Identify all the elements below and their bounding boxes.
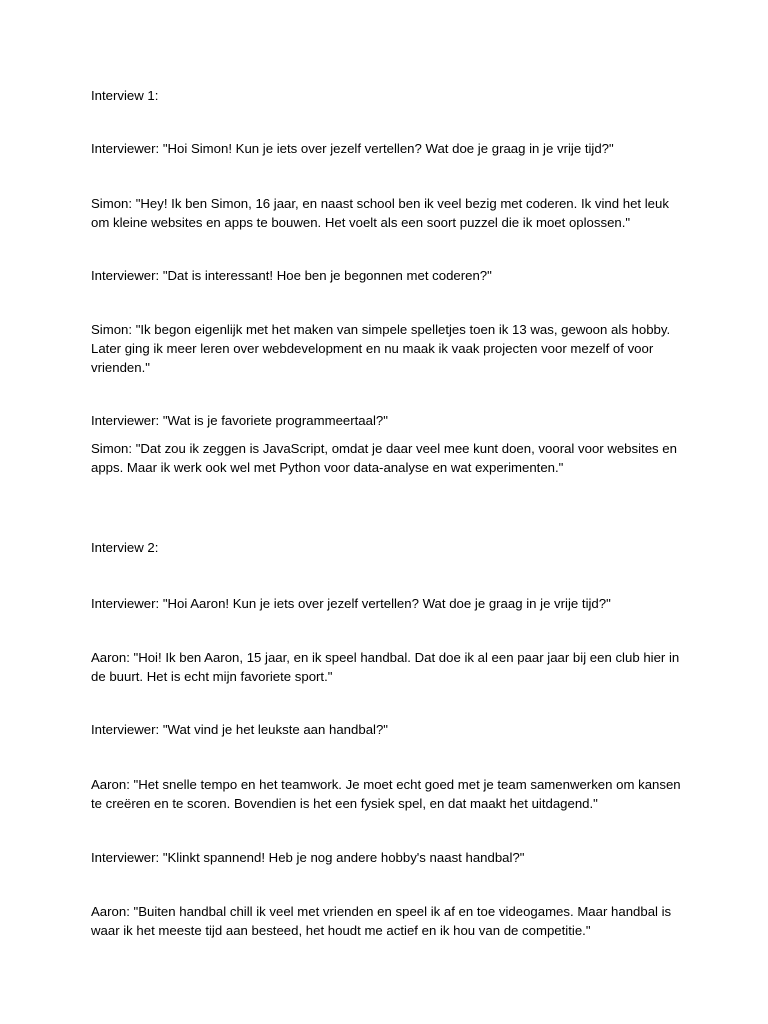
interview-2-answer-2: Aaron: "Het snelle tempo en het teamwork. Je moet echt goed met je team samenwerken om kansen te creëren en te scoren. Bovendien is het een fysiek spel, en dat maakt het uitdagend." [91,777,681,811]
interview-2-answer-3: Aaron: "Buiten handbal chill ik veel met vrienden en speel ik af en toe videogames. Maar handbal is waar ik het meeste tijd aan besteed, het houdt me actief en ik hou van de competitie." [91,904,672,938]
interview-1-answer-2: Simon: "Ik begon eigenlijk met het maken van simpele spelletjes toen ik 13 was, gewoon als hobby. Later ging ik meer leren over webdevelopment en nu maak ik vaak projecten voor mezelf of voor vrienden." [91,322,671,375]
interview-1-question-3: Interviewer: "Wat is je favoriete programmeertaal?" [91,413,388,428]
interview-2-answer-1: Aaron: "Hoi! Ik ben Aaron, 15 jaar, en ik speel handbal. Dat doe ik al een paar jaar bij een club hier in de buurt. Het is echt mijn favoriete sport." [91,650,680,684]
interview-1-answer-3: Simon: "Dat zou ik zeggen is JavaScript, omdat je daar veel mee kunt doen, vooral voor websites en apps. Maar ik werk ook wel met Python voor data-analyse en wat experimenten." [91,441,677,475]
interview-1-question-2: Interviewer: "Dat is interessant! Hoe ben je begonnen met coderen?" [91,268,492,283]
interview-2-heading: Interview 2: [91,540,159,555]
interview-1-question-1: Interviewer: "Hoi Simon! Kun je iets over jezelf vertellen? Wat doe je graag in je vrije tijd?" [91,141,614,156]
interview-2-question-1: Interviewer: "Hoi Aaron! Kun je iets over jezelf vertellen? Wat doe je graag in je vrije tijd?" [91,596,611,611]
interview-2-question-3: Interviewer: "Klinkt spannend! Heb je nog andere hobby's naast handbal?" [91,850,525,865]
interview-2-question-2: Interviewer: "Wat vind je het leukste aan handbal?" [91,722,388,737]
interview-1-answer-1: Simon: "Hey! Ik ben Simon, 16 jaar, en naast school ben ik veel bezig met coderen. Ik vind het leuk om kleine websites en apps te bouwen. Het voelt als een soort puzzel die ik moet oplossen." [91,196,669,230]
interview-1-heading: Interview 1: [91,88,159,103]
